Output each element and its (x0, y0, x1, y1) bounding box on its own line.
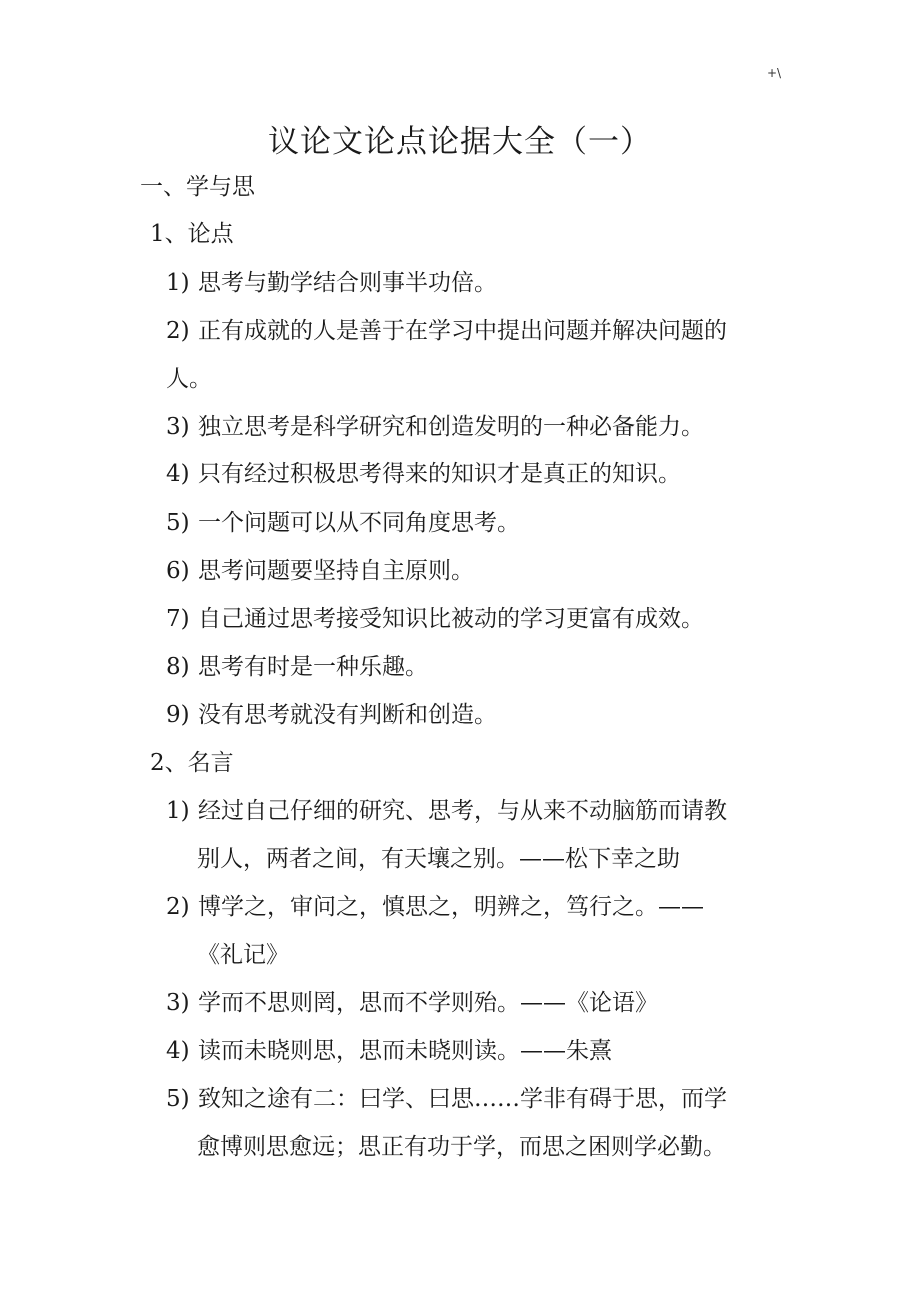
list-item (166, 652, 428, 682)
item-text: 思考问题要坚持自主原则。 (198, 558, 474, 584)
document-title: 议论文论点论据大全（一） (268, 124, 652, 160)
list-item (166, 316, 727, 346)
list-item (166, 268, 497, 298)
item-number: 5) (166, 1086, 190, 1112)
list-item (166, 604, 704, 634)
list-item (166, 556, 474, 586)
quote-item (166, 796, 727, 826)
item-number: 8) (166, 654, 190, 680)
quote-item (166, 1084, 727, 1114)
list-item (166, 508, 520, 538)
quote-continuation: 别人，两者之间，有天壤之别。——松下幸之助 (197, 846, 680, 872)
item-number: 7) (166, 606, 190, 632)
item-number: 1) (166, 270, 190, 296)
item-number: 6) (166, 558, 190, 584)
item-number: 2) (166, 318, 190, 344)
list-item (166, 700, 497, 730)
item-text: 博学之，审问之，慎思之，明辨之，笃行之。—— (198, 894, 704, 920)
item-number: 9) (166, 702, 190, 728)
quote-continuation: 愈博则思愈远；思正有功于学，而思之困则学必勤。 (197, 1134, 726, 1160)
item-number: 5) (166, 510, 190, 536)
item-text: 思考有时是一种乐趣。 (198, 654, 428, 680)
item-text: 经过自己仔细的研究、思考，与从来不动脑筋而请教 (198, 798, 727, 824)
section-heading: 一、学与思 (140, 174, 255, 200)
subsection-heading: 1、论点 (150, 221, 234, 247)
item-number: 3) (166, 990, 190, 1016)
item-number: 1) (166, 798, 190, 824)
item-number: 3) (166, 414, 190, 440)
corner-mark: +\ (767, 66, 782, 80)
quote-item (166, 988, 658, 1018)
item-text: 没有思考就没有判断和创造。 (198, 702, 497, 728)
quote-item (166, 892, 704, 922)
item-text: 读而未晓则思，思而未晓则读。——朱熹 (198, 1038, 612, 1064)
list-item (166, 459, 681, 489)
item-text: 一个问题可以从不同角度思考。 (198, 510, 520, 536)
item-number: 2) (166, 894, 190, 920)
item-number: 4) (166, 461, 190, 487)
item-text: 学而不思则罔，思而不学则殆。——《论语》 (198, 990, 658, 1016)
list-item (166, 412, 704, 442)
item-number: 4) (166, 1038, 190, 1064)
item-text: 正有成就的人是善于在学习中提出问题并解决问题的 (198, 318, 727, 344)
quote-item (166, 1036, 612, 1066)
item-text: 自己通过思考接受知识比被动的学习更富有成效。 (198, 606, 704, 632)
item-text: 致知之途有二：曰学、曰思……学非有碍于思，而学 (198, 1086, 727, 1112)
item-text: 只有经过积极思考得来的知识才是真正的知识。 (198, 461, 681, 487)
quote-continuation: 《礼记》 (197, 942, 289, 968)
item-text: 思考与勤学结合则事半功倍。 (198, 270, 497, 296)
item-text: 独立思考是科学研究和创造发明的一种必备能力。 (198, 414, 704, 440)
list-item-continuation: 人。 (166, 366, 212, 392)
subsection-heading: 2、名言 (150, 750, 234, 776)
